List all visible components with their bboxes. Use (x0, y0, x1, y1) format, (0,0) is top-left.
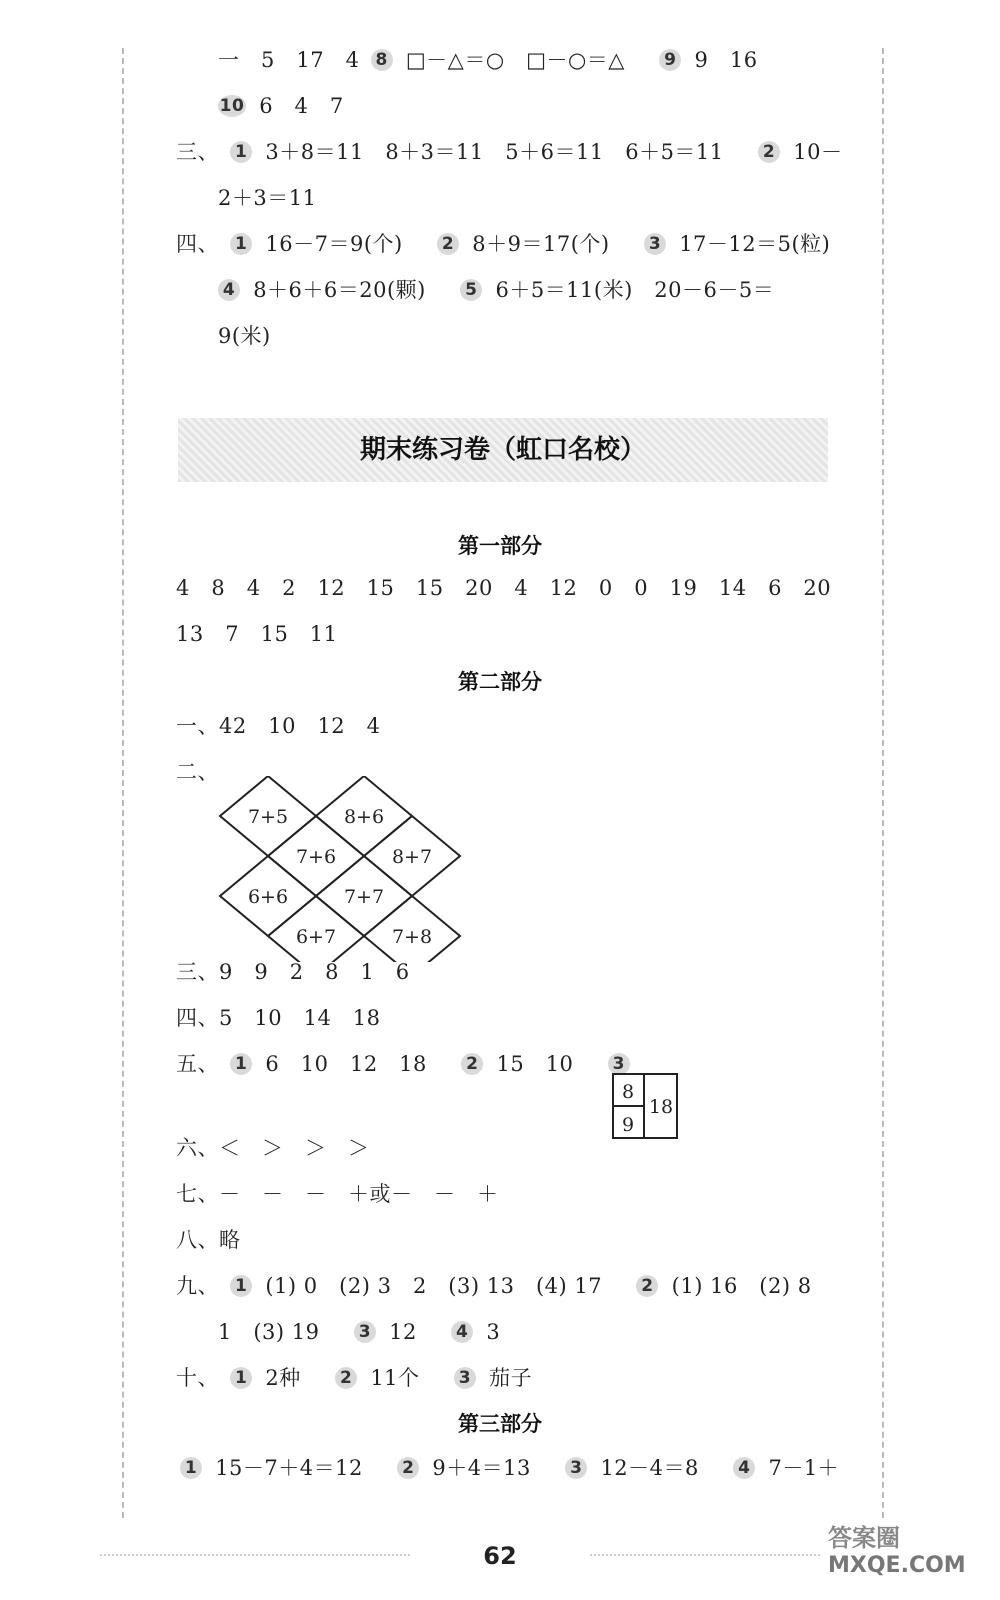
answer-text: 3 (486, 1320, 501, 1344)
diamond-label: 7+7 (343, 886, 385, 908)
answer-text: 茄子 (489, 1366, 533, 1390)
question-badge: 9 (659, 49, 681, 71)
answer-text: 11个 (370, 1366, 420, 1390)
question-prefix: 四、 (176, 232, 219, 256)
question-prefix: 九、 (176, 1274, 219, 1298)
question-badge: 3 (565, 1457, 587, 1479)
answer-text: 12 (389, 1320, 417, 1344)
question-badge: 1 (180, 1457, 202, 1479)
question-badge: 1 (230, 1275, 252, 1297)
question-prefix: 三、 (176, 140, 219, 164)
answer-text: 3＋8＝11 8＋3＝11 5＋6＝11 6＋5＝11 (265, 140, 724, 164)
part2-shi (176, 1362, 532, 1394)
question-badge: 10 (219, 96, 245, 116)
part1-line-2 (176, 618, 338, 650)
footer-rule-right (590, 1554, 820, 1556)
answer-text: 一、42 10 12 4 (176, 714, 381, 738)
answer-text: 八、略 (176, 1228, 241, 1252)
page-number: 62 (483, 1542, 517, 1570)
part2-san (176, 956, 410, 988)
box-right-number: 18 (648, 1096, 674, 1118)
question-badge: 3 (454, 1367, 476, 1389)
answer-line-5 (176, 228, 830, 260)
answer-text: 6＋5＝11(米) 20－6－5＝ (495, 278, 775, 302)
part2-jiu (176, 1270, 812, 1302)
answer-text: 6 10 12 18 (265, 1052, 427, 1076)
question-badge: 2 (397, 1457, 419, 1479)
answer-text: 15－7＋4＝12 (215, 1456, 363, 1480)
question-badge: 1 (230, 233, 252, 255)
footer-rule-left (100, 1554, 410, 1556)
answer-text: 9 16 (694, 48, 758, 72)
exam-title: 期末练习卷（虹口名校） (359, 435, 646, 465)
answer-text: 17－12＝5(粒) (679, 232, 831, 256)
answer-line-3 (176, 136, 842, 168)
answer-text: 四、5 10 14 18 (176, 1006, 381, 1030)
part1-line-1 (176, 572, 831, 604)
part2-yi (176, 710, 381, 742)
answer-text: 8＋9＝17(个) (472, 232, 610, 256)
part2-ba (176, 1224, 241, 1256)
diamond-label: 6+6 (247, 886, 289, 908)
diamond-label: 8+6 (343, 806, 385, 828)
answer-text: 2种 (265, 1366, 301, 1390)
answer-text: 9(米) (218, 324, 271, 348)
answer-line-7 (218, 320, 271, 352)
right-margin-line (882, 48, 884, 1518)
answer-text: 六、＜ ＞ ＞ ＞ (176, 1136, 370, 1160)
answer-text: (1) 16 (2) 8 (671, 1274, 812, 1298)
diamond-label: 7+5 (247, 806, 289, 828)
answer-text: 1 (3) 19 (218, 1320, 320, 1344)
diamond-grid (212, 776, 472, 962)
answer-text: 10－ (793, 140, 843, 164)
answer-text: □－△＝○ □－○＝△ (405, 48, 625, 72)
answer-text: 七、－ － － ＋或－ － ＋ (176, 1182, 499, 1206)
question-prefix: 五、 (176, 1052, 219, 1076)
answer-text: 16－7＝9(个) (265, 232, 403, 256)
question-prefix: 二、 (176, 760, 219, 784)
question-badge: 3 (354, 1321, 376, 1343)
box-bottom-number: 9 (621, 1114, 635, 1136)
diamond-label: 8+7 (391, 846, 433, 868)
question-badge: 8 (371, 49, 393, 71)
answer-text: 4 8 4 2 12 15 15 20 4 12 0 0 19 14 6 20 (176, 576, 832, 600)
question-badge: 3 (644, 233, 666, 255)
question-badge: 1 (230, 1367, 252, 1389)
part2-wu (176, 1048, 636, 1080)
question-badge: 5 (460, 279, 482, 301)
answer-text: 9＋4＝13 (432, 1456, 531, 1480)
question-badge: 2 (636, 1275, 658, 1297)
answer-text: 13 7 15 11 (176, 622, 338, 646)
question-badge: 4 (733, 1457, 755, 1479)
question-badge: 1 (230, 1053, 252, 1075)
question-badge: 2 (437, 233, 459, 255)
diamond-label: 7+8 (391, 926, 433, 948)
watermark-text: 答案圈 (828, 1524, 900, 1552)
question-badge: 2 (461, 1053, 483, 1075)
answer-line-1 (218, 44, 758, 76)
answer-line-4 (218, 182, 316, 214)
part2-liu (176, 1132, 370, 1164)
answer-text: (1) 0 (2) 3 2 (3) 13 (4) 17 (265, 1274, 603, 1298)
diamond-label: 6+7 (295, 926, 337, 948)
exam-banner (178, 418, 828, 482)
answer-line-2 (214, 90, 344, 122)
part2-jiu-cont (218, 1316, 500, 1348)
question-badge: 3 (608, 1053, 630, 1075)
answer-text: 三、9 9 2 8 1 6 (176, 960, 410, 984)
left-margin-line (122, 48, 124, 1518)
answer-text: 8＋6＋6＝20(颗) (253, 278, 426, 302)
diamond-label: 7+6 (295, 846, 337, 868)
answer-text: 一 5 17 4 (218, 48, 360, 72)
answer-text: 2＋3＝11 (218, 186, 317, 210)
answer-text: 15 10 (496, 1052, 574, 1076)
answer-line-6 (214, 274, 774, 306)
watermark-logo (828, 1518, 966, 1578)
watermark-url: MXQE.COM (828, 1553, 966, 1578)
question-badge: 4 (451, 1321, 473, 1343)
answer-text: 12－4＝8 (600, 1456, 699, 1480)
question-badge: 2 (758, 141, 780, 163)
number-box (612, 1073, 678, 1139)
section-title-part1: 第一部分 (458, 534, 542, 558)
part2-qi (176, 1178, 499, 1210)
question-prefix: 十、 (176, 1366, 219, 1390)
question-badge: 4 (218, 279, 240, 301)
question-badge: 1 (230, 141, 252, 163)
section-title-part2: 第二部分 (458, 670, 542, 694)
part2-si (176, 1002, 381, 1034)
answer-text: 7－1＋ (768, 1456, 840, 1480)
question-badge: 2 (335, 1367, 357, 1389)
part3-line (176, 1452, 839, 1484)
section-title-part3: 第三部分 (458, 1412, 542, 1436)
box-top-number: 8 (621, 1081, 635, 1103)
answer-text: 6 4 7 (259, 94, 344, 118)
